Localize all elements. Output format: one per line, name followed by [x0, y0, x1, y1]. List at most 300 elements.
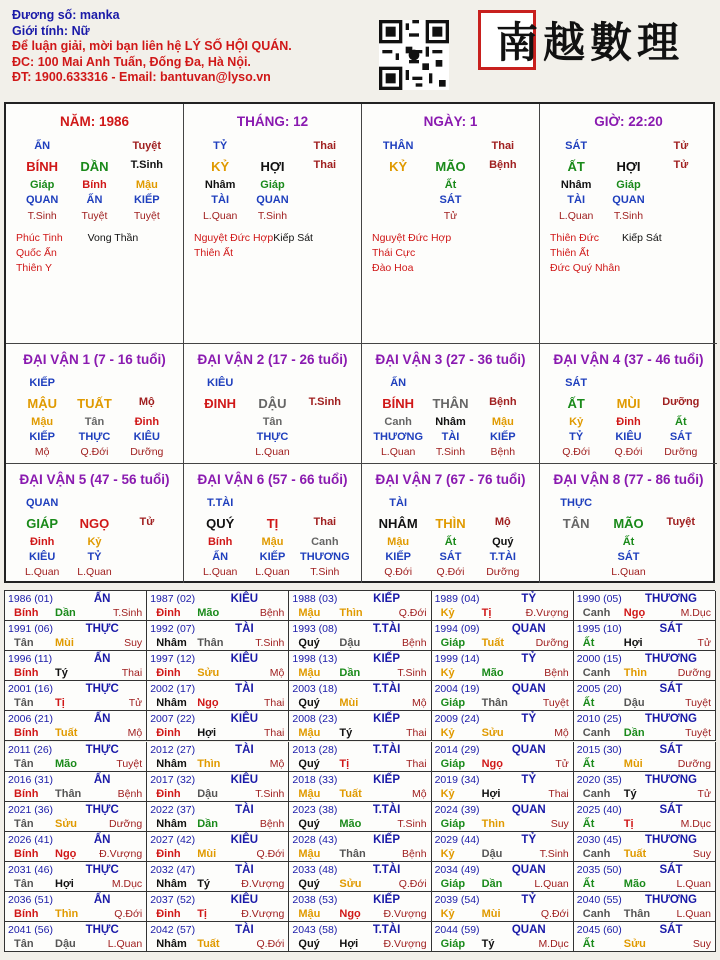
year-can: Mậu: [298, 847, 321, 860]
year-can: Ất: [582, 697, 595, 710]
year-cell: [147, 922, 289, 952]
dai-van-god: QUAN: [25, 497, 59, 509]
year-can: Nhâm: [156, 697, 187, 710]
pillar-hide: Nhâm: [204, 179, 236, 191]
year-label: 2015 (30): [576, 743, 622, 756]
dai-van-sub: Dưỡng: [664, 446, 698, 458]
year-label: 2037 (52): [150, 894, 196, 906]
qr-code-icon[interactable]: [379, 20, 449, 90]
year-can: Mậu: [298, 607, 321, 619]
year-cell: [5, 922, 147, 952]
year-god: KIÊU: [230, 593, 259, 605]
dai-van-sub: [550, 566, 602, 578]
year-can: Giáp: [440, 697, 466, 710]
year-chi: Hợi: [623, 637, 643, 650]
year-chi: Tị: [197, 908, 207, 920]
year-stage: M.Dục: [538, 938, 569, 951]
year-stage: Tuyệt: [685, 727, 711, 740]
year-stage: Suy: [692, 847, 711, 860]
year-cell: [432, 711, 574, 741]
year-label: 2007 (22): [150, 713, 196, 726]
year-cell: [147, 621, 289, 651]
year-label: 2032 (47): [150, 863, 196, 876]
pillar-sub: Tuyệt: [81, 210, 108, 222]
dai-van-title: ĐẠI VẬN 8 (77 - 86 tuổi): [553, 472, 704, 487]
year-cell: [574, 892, 716, 922]
dai-van-god: KIÊU: [207, 377, 234, 389]
year-label: 2001 (16): [8, 683, 53, 696]
year-cell: [574, 591, 716, 621]
year-cell: [5, 681, 147, 711]
year-chi: Ngọ: [339, 908, 361, 920]
year-god: T.TÀI: [372, 924, 401, 937]
star: Quốc Ấn: [16, 247, 57, 259]
dai-van-sub: Dưỡng: [486, 566, 520, 578]
year-stage: Suy: [550, 817, 569, 830]
year-can: Canh: [582, 727, 611, 740]
chart-grid: [4, 102, 715, 583]
year-chi: Hợi: [339, 938, 359, 951]
star: Thái Cực: [372, 247, 416, 259]
year-chi: Mão: [339, 817, 362, 830]
year-cell: [432, 892, 574, 922]
dai-van-hide: Tân: [84, 416, 105, 428]
dai-van-title: ĐẠI VẬN 4 (37 - 46 tuổi): [553, 352, 704, 367]
pillar-can: KỶ: [211, 159, 230, 174]
dai-van-hide: Kỷ: [569, 416, 584, 428]
year-god: SÁT: [659, 743, 683, 756]
pillar-sub: Tuyệt: [133, 210, 160, 222]
dai-van-hgod: THƯƠNG: [373, 431, 423, 443]
dai-van-cell-3: [362, 344, 540, 464]
year-chi: Thìn: [481, 817, 505, 830]
dai-van-hide: Ất: [622, 536, 635, 548]
dai-van-hgod: TÀI: [441, 431, 460, 443]
year-god: TÀI: [235, 803, 254, 816]
year-cell: [574, 742, 716, 772]
pillar-top-stage: Thai: [313, 140, 337, 152]
year-can: Giáp: [440, 938, 466, 951]
dai-van-hgod: KIÊU: [615, 431, 642, 443]
year-chi: Tý: [197, 877, 211, 890]
year-label: 1999 (14): [434, 653, 480, 666]
pillar-top: SÁT: [565, 140, 588, 152]
year-can: Tân: [14, 757, 34, 770]
pillar-god: QUAN: [256, 194, 289, 206]
year-cell: [147, 772, 289, 802]
dai-van-hgod: THỰC: [78, 431, 111, 443]
dai-van-stage: T.Sinh: [308, 396, 342, 408]
year-god: ẤN: [93, 833, 111, 846]
year-label: 2029 (44): [434, 833, 480, 846]
year-cell: [5, 591, 147, 621]
pillar-god: SÁT: [439, 194, 462, 206]
year-can: Bính: [14, 908, 39, 920]
year-stage: Q.Đới: [398, 607, 427, 619]
pillar-top: ẤN: [34, 140, 51, 152]
year-cell: [432, 651, 574, 681]
year-label: 1994 (09): [434, 623, 480, 636]
year-label: 2042 (57): [150, 924, 196, 937]
year-stage: Thai: [406, 727, 427, 740]
year-cell: [432, 681, 574, 711]
dai-van-hgod: [194, 431, 246, 443]
dai-van-hgod: KIÊU: [29, 551, 56, 563]
year-chi: Ngọ: [623, 607, 646, 619]
year-label: 2021 (36): [8, 803, 53, 816]
year-can: Quý: [298, 938, 320, 951]
year-can: Giáp: [440, 877, 466, 890]
year-stage: Mộ: [269, 757, 285, 770]
dai-van-god: ẤN: [390, 377, 407, 389]
year-can: Ất: [582, 637, 595, 650]
pillar-top-stage: Thai: [491, 140, 515, 152]
year-god: KIẾP: [373, 593, 400, 605]
year-can: Mậu: [298, 727, 321, 740]
year-chi: Mùi: [55, 637, 74, 650]
year-stage: T.Sinh: [255, 637, 285, 650]
year-stage: Suy: [124, 637, 143, 650]
dai-van-hide: [299, 416, 351, 428]
dai-van-hide: Đinh: [134, 416, 160, 428]
year-stage: Dưỡng: [677, 757, 711, 770]
year-chi: Dần: [197, 817, 218, 830]
year-chi: Tuất: [197, 938, 220, 951]
year-can: Giáp: [440, 637, 466, 650]
year-chi: Dậu: [197, 787, 218, 800]
dai-van-title: ĐẠI VẬN 2 (17 - 26 tuổi): [197, 352, 348, 367]
year-label: 2025 (40): [576, 803, 622, 816]
year-chi: Mùi: [197, 847, 217, 860]
year-god: TỶ: [521, 713, 537, 726]
year-god: THƯƠNG: [645, 894, 697, 906]
year-can: Ất: [582, 817, 595, 830]
year-stage: Đ.Vượng: [525, 607, 569, 619]
pillar-top-stage: Tuyệt: [132, 140, 162, 152]
year-god: T.TÀI: [372, 863, 401, 876]
year-can: Canh: [582, 847, 611, 860]
year-cell: [5, 651, 147, 681]
dai-van-stage: Thai: [313, 516, 337, 528]
year-label: 2002 (17): [150, 683, 196, 696]
dai-van-hgod: TỶ: [569, 431, 584, 443]
year-chi: Tý: [339, 727, 353, 740]
year-label: 1986 (01): [8, 593, 53, 605]
year-god: T.TÀI: [372, 743, 401, 756]
dai-van-cell-4: [540, 344, 717, 464]
year-can: Bính: [14, 847, 39, 860]
gender: Giới tính: Nữ: [12, 23, 90, 38]
dai-van-can: QUÝ: [206, 516, 235, 531]
dai-van-sub: L.Quan: [611, 566, 646, 578]
year-label: 1991 (06): [8, 623, 53, 636]
dai-van-chi: DẬU: [258, 396, 287, 411]
year-can: Đinh: [156, 847, 181, 860]
year-stage: Mộ: [411, 787, 427, 800]
year-god: TỶ: [521, 653, 537, 666]
phone-email-line[interactable]: ĐT: 1900.633316 - Email: bantuvan@lyso.vn: [12, 70, 271, 85]
year-label: 2012 (27): [150, 743, 196, 756]
year-chi: Ngọ: [481, 757, 503, 770]
year-chi: Tị: [481, 607, 492, 619]
dai-van-hgod: TỶ: [87, 551, 102, 563]
pillar-day: [362, 104, 540, 344]
dai-van-sub: L.Quan: [380, 446, 416, 458]
year-cell: [432, 802, 574, 832]
year-stage: M.Dục: [111, 877, 143, 890]
year-label: 1996 (11): [8, 653, 53, 666]
year-god: KIÊU: [230, 713, 259, 726]
year-label: 2034 (49): [434, 863, 480, 876]
year-god: KIẾP: [373, 713, 400, 726]
year-chi: Thìn: [623, 667, 648, 680]
address-line: ĐC: 100 Mai Anh Tuấn, Đống Đa, Hà Nội.: [12, 54, 251, 69]
dai-van-god: KIẾP: [29, 377, 55, 389]
year-cell: [147, 742, 289, 772]
pillar-stage: Bệnh: [489, 159, 517, 171]
dai-van-cell-8: [540, 464, 717, 583]
year-stage: Thai: [263, 727, 285, 740]
year-label: 1987 (02): [150, 593, 196, 605]
year-god: THỰC: [85, 743, 119, 756]
year-can: Nhâm: [156, 817, 187, 830]
year-cell: [574, 711, 716, 741]
year-can: Tân: [14, 637, 34, 650]
year-stage: Đ.Vượng: [241, 908, 285, 920]
year-god: TÀI: [235, 743, 254, 756]
year-can: Nhâm: [156, 637, 187, 650]
year-chi: Dậu: [55, 938, 76, 951]
year-cell: [5, 862, 147, 892]
year-cell: [432, 832, 574, 862]
dai-van-cell-5: [6, 464, 184, 583]
pillar-chi: HỢI: [616, 159, 641, 174]
year-chi: Sửu: [623, 938, 646, 951]
dai-van-hide: Kỷ: [87, 536, 102, 548]
dai-van-hide: Ất: [675, 416, 687, 428]
dai-van-title: ĐẠI VẬN 6 (57 - 66 tuổi): [197, 472, 348, 487]
dai-van-can: MẬU: [27, 396, 57, 411]
dai-van-hgod: KIÊU: [133, 431, 160, 443]
dai-van-can: ĐINH: [204, 396, 237, 411]
pillar-chi: DẦN: [80, 159, 109, 174]
year-god: SÁT: [659, 924, 683, 937]
dai-van-hide: [194, 416, 246, 428]
pillar-top-stage: Tử: [673, 140, 689, 152]
dai-van-sub: L.Quan: [255, 566, 290, 578]
dai-van-hide: Bính: [207, 536, 233, 548]
year-chi: Tý: [481, 938, 495, 951]
year-chi: Tị: [339, 757, 350, 770]
year-god: KIÊU: [230, 894, 259, 906]
year-god: ẤN: [93, 894, 111, 906]
dai-van-sub: Q.Đới: [562, 446, 591, 458]
year-god: KIẾP: [373, 773, 400, 786]
dai-van-sub: Q.Đới: [80, 446, 109, 458]
pillar-god: TÀI: [567, 194, 586, 206]
year-stage: T.Sinh: [397, 667, 427, 680]
year-chi: Hợi: [197, 727, 217, 740]
star: Vong Thần: [87, 232, 139, 244]
pillar-top: THÂN: [382, 140, 414, 152]
dai-van-hgod: SÁT: [669, 431, 692, 443]
dai-van-hgod: [550, 551, 602, 563]
year-can: Mậu: [298, 667, 321, 680]
dai-van-hgod: [121, 551, 173, 563]
year-stage: Tử: [697, 637, 711, 650]
header-info: [12, 8, 292, 86]
year-chi: Mão: [481, 667, 504, 680]
year-label: 1990 (05): [576, 593, 622, 605]
pillar-sub: T.Sinh: [613, 210, 644, 222]
year-chi: Thân: [623, 908, 651, 920]
year-god: THƯƠNG: [645, 833, 697, 846]
year-label: 1988 (03): [292, 593, 338, 605]
year-cell: [5, 892, 147, 922]
year-can: Kỷ: [440, 787, 455, 800]
dai-van-hgod: THƯƠNG: [299, 551, 350, 563]
year-god: ẤN: [93, 593, 111, 605]
dai-van-stage: Mộ: [138, 396, 155, 408]
year-god: TỶ: [521, 593, 537, 605]
year-chi: Dần: [481, 877, 503, 890]
year-chi: Thìn: [55, 908, 79, 920]
dai-van-chi: MÃO: [613, 516, 644, 531]
dai-van-can: NHÂM: [378, 516, 418, 531]
dai-van-can: GIÁP: [26, 516, 59, 531]
year-cell: [147, 591, 289, 621]
dai-van-sub: Q.Đới: [384, 566, 413, 578]
year-label: 2043 (58): [292, 924, 338, 937]
dai-van-title: ĐẠI VẬN 3 (27 - 36 tuổi): [375, 352, 526, 367]
dai-van-hgod: [655, 551, 707, 563]
dai-van-title: ĐẠI VẬN 5 (47 - 56 tuổi): [19, 472, 170, 487]
year-can: Kỷ: [440, 908, 455, 920]
year-god: KIÊU: [230, 833, 259, 846]
year-label: 2044 (59): [434, 924, 480, 937]
year-stage: Q.Đới: [398, 877, 427, 890]
pillar-stage: Thai: [313, 159, 337, 171]
year-god: THỰC: [85, 924, 119, 937]
pillar-chi: HỢI: [260, 159, 285, 174]
year-can: Nhâm: [156, 877, 187, 890]
year-chi: Sửu: [339, 877, 362, 890]
year-stage: Bệnh: [259, 817, 285, 830]
year-cell: [289, 922, 431, 952]
year-chi: Tị: [55, 697, 65, 710]
year-label: 2045 (60): [576, 924, 622, 937]
year-god: THỰC: [85, 623, 119, 636]
year-label: 2009 (24): [434, 713, 480, 726]
dai-van-hide: Đinh: [29, 536, 55, 548]
year-chi: Tý: [55, 667, 68, 680]
year-god: T.TÀI: [372, 623, 401, 636]
dai-van-sub: [655, 566, 707, 578]
year-stage: L.Quan: [676, 877, 711, 890]
year-god: THƯƠNG: [645, 653, 697, 666]
dai-van-chi: THÂN: [432, 396, 469, 411]
year-can: Bính: [14, 667, 39, 680]
year-can: Mậu: [298, 908, 321, 920]
year-can: Quý: [298, 817, 320, 830]
year-stage: Bệnh: [402, 847, 427, 860]
pillar-stage: Tử: [673, 159, 689, 171]
year-god: SÁT: [659, 863, 683, 876]
year-god: TỶ: [521, 894, 537, 906]
year-god: QUAN: [511, 683, 546, 696]
year-label: 2011 (26): [8, 743, 53, 756]
year-label: 2016 (31): [8, 773, 53, 786]
dai-van-hide: [655, 536, 707, 548]
year-label: 2014 (29): [434, 743, 480, 756]
year-chi: Ngọ: [55, 847, 77, 860]
pillar-sub: T.Sinh: [257, 210, 288, 222]
year-stage: Mộ: [127, 727, 143, 740]
year-stage: Q.Đới: [256, 938, 285, 951]
year-cell: [574, 651, 716, 681]
year-cell: [5, 711, 147, 741]
year-stage: Tuyệt: [116, 757, 143, 770]
year-can: Canh: [582, 667, 611, 680]
star: Kiếp Sát: [273, 232, 313, 244]
year-cell: [5, 832, 147, 862]
year-can: Nhâm: [156, 938, 187, 951]
year-chi: Tuất: [339, 787, 362, 800]
pillar-sub: L.Quan: [558, 210, 594, 222]
year-stage: T.Sinh: [113, 607, 143, 619]
star: Nguyệt Đức Hợp: [372, 232, 452, 244]
dai-van-hgod: KIẾP: [489, 431, 516, 443]
year-chi: Thân: [197, 637, 224, 650]
dai-van-chi: THÌN: [435, 516, 466, 531]
year-stage: Q.Đới: [540, 908, 569, 920]
year-cell: [289, 862, 431, 892]
year-god: KIẾP: [373, 833, 400, 846]
year-god: QUAN: [511, 743, 546, 756]
year-god: THỰC: [85, 683, 119, 696]
year-can: Kỷ: [440, 607, 455, 619]
year-stage: Thai: [406, 757, 427, 770]
year-can: Bính: [14, 787, 39, 800]
year-label: 2033 (48): [292, 863, 338, 876]
year-can: Ất: [582, 877, 595, 890]
dai-van-sub: Q.Đới: [436, 566, 465, 578]
year-chi: Mão: [197, 607, 220, 619]
year-label: 2040 (55): [576, 894, 622, 906]
year-god: THƯƠNG: [645, 593, 697, 605]
year-chi: Tuất: [623, 847, 647, 860]
year-label: 2031 (46): [8, 863, 53, 876]
star: Thiên Đức: [550, 232, 600, 244]
year-god: QUAN: [511, 924, 546, 937]
year-chi: Tuất: [55, 727, 78, 740]
year-can: Kỷ: [440, 727, 455, 740]
year-cell: [432, 772, 574, 802]
year-can: Canh: [582, 607, 611, 619]
year-label: 2038 (53): [292, 894, 338, 906]
year-god: QUAN: [511, 863, 546, 876]
year-chi: Dậu: [339, 637, 361, 650]
year-cell: [5, 802, 147, 832]
year-god: ẤN: [93, 713, 111, 726]
year-cell: [432, 862, 574, 892]
dai-van-can: ẤT: [567, 396, 585, 411]
year-stage: Tử: [555, 757, 569, 770]
year-label: 2008 (23): [292, 713, 338, 726]
year-stage: T.Sinh: [539, 847, 569, 860]
year-chi: Dậu: [481, 847, 503, 860]
year-stage: Mộ: [554, 727, 569, 740]
